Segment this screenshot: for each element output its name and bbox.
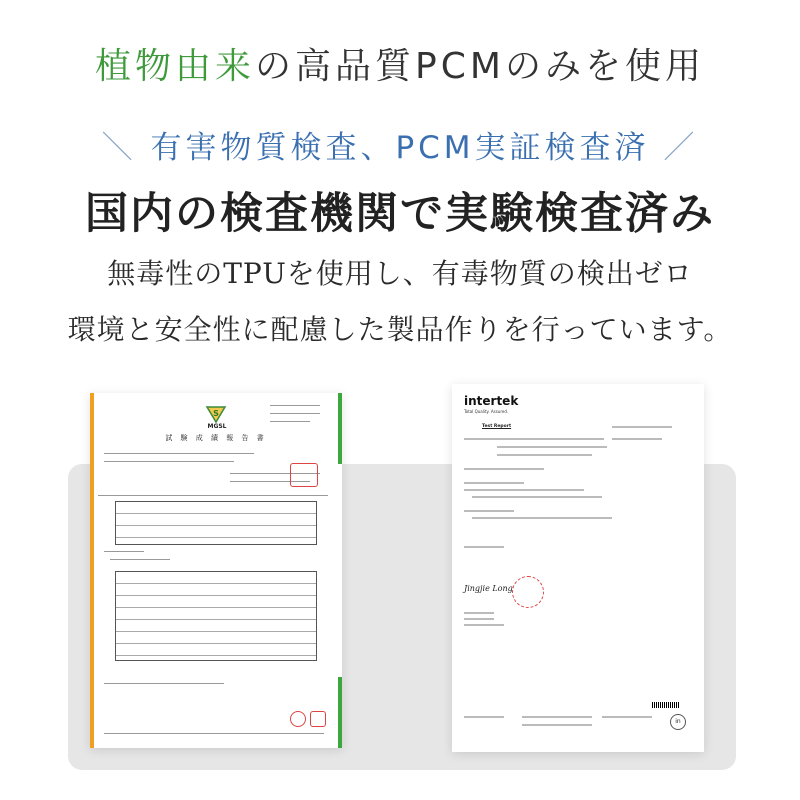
intertek-text-line	[464, 468, 544, 470]
main-heading: 国内の検査機関で実験検査済み	[85, 189, 715, 239]
mgsl-text-line	[104, 551, 144, 552]
intertek-text-line	[464, 438, 604, 440]
mgsl-text-line	[104, 461, 234, 462]
intertek-text-line	[472, 496, 602, 498]
intertek-signature: Jingjie Long	[464, 584, 513, 593]
square-seal-stamp	[310, 711, 326, 727]
intertek-text-line	[497, 446, 607, 448]
intertek-text-line	[612, 438, 662, 440]
intertek-logo-text: intertek	[464, 394, 519, 408]
intertek-text-line	[464, 618, 494, 620]
intertek-text-line	[497, 454, 592, 456]
intertek-text-line	[602, 716, 652, 718]
intertek-text-line	[464, 510, 514, 512]
mgsl-text-line	[104, 733, 324, 734]
svg-text:S: S	[213, 409, 219, 418]
mgsl-logo-icon	[205, 405, 227, 423]
body-line-1: 無毒性のTPUを使用し、有毒物質の検出ゼロ	[107, 257, 693, 290]
intertek-report-label: Test Report	[482, 424, 512, 429]
intertek-text-line	[464, 624, 504, 626]
barcode-icon	[652, 702, 680, 708]
mgsl-text-line	[270, 421, 310, 422]
mgsl-text-line	[270, 405, 320, 406]
orange-edge-bar	[90, 393, 94, 748]
intertek-text-line	[464, 489, 584, 491]
mgsl-results-table	[115, 571, 317, 661]
intertek-in-mark-icon: in	[670, 714, 686, 730]
body-line-2: 環境と安全性に配慮した製品作りを行っています。	[67, 313, 733, 346]
subline	[0, 122, 800, 167]
headline	[0, 38, 800, 89]
intertek-text-line	[464, 612, 494, 614]
intertek-test-report-image	[452, 384, 704, 752]
intertek-text-line	[464, 716, 504, 718]
intertek-text-line	[522, 724, 592, 726]
mgsl-text-line	[104, 683, 224, 684]
subline-text: 有害物質検査、PCM実証検査済	[150, 130, 650, 166]
intertek-text-line	[472, 517, 612, 519]
intertek-seal-stamp	[512, 576, 544, 608]
intertek-tagline: Total Quality. Assured.	[464, 409, 509, 414]
mgsl-sample-table	[115, 501, 317, 545]
round-seal-stamp	[290, 711, 306, 727]
intertek-text-line	[612, 426, 672, 428]
intertek-text-line	[522, 716, 592, 718]
slash-right-icon: ／	[663, 130, 699, 166]
slash-left-icon: ＼	[101, 130, 137, 166]
mgsl-text-line	[98, 495, 328, 496]
headline-green: 植物由来	[95, 46, 256, 87]
intertek-text-line	[464, 546, 504, 548]
mgsl-report-title: 試 験 成 績 報 告 書	[165, 434, 267, 442]
mgsl-logo-text: MGSL	[207, 423, 227, 430]
intertek-text-line	[464, 482, 524, 484]
red-seal-stamp	[290, 463, 318, 487]
green-edge-bar	[338, 393, 342, 748]
headline-rest: の高品質PCMのみを使用	[255, 46, 705, 87]
mgsl-text-line	[270, 413, 320, 414]
mgsl-text-line	[104, 453, 254, 454]
mgsl-test-report-image	[90, 393, 342, 748]
mgsl-text-line	[110, 559, 170, 560]
